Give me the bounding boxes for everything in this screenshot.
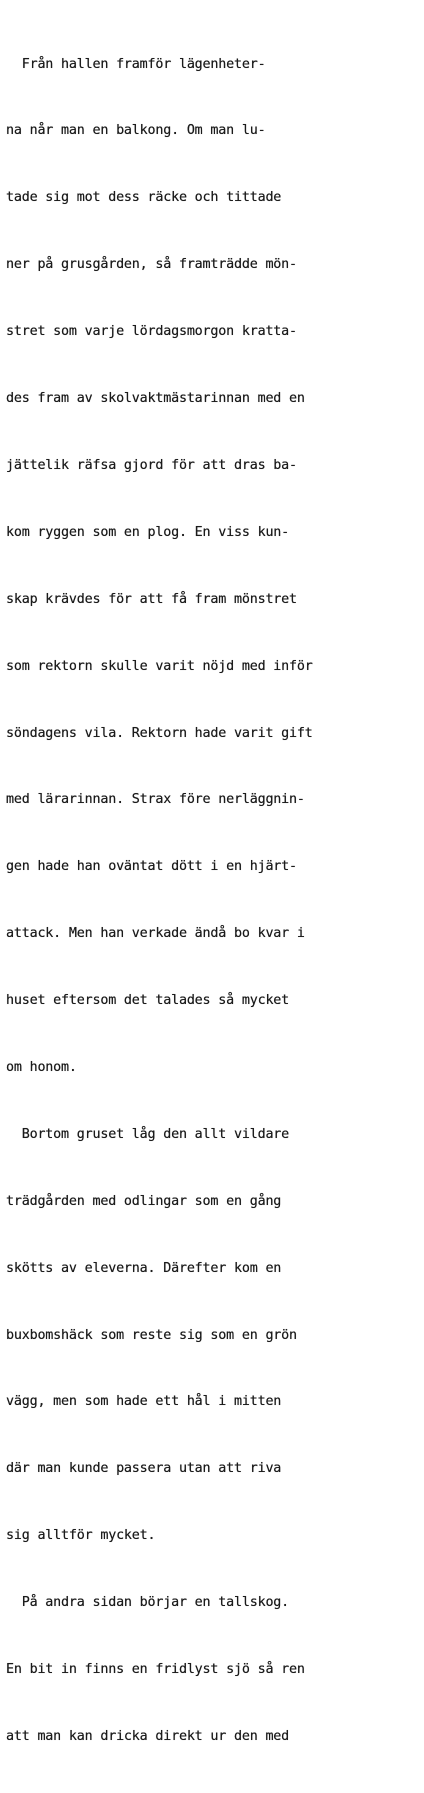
text-line: vägg, men som hade ett hål i mitten: [6, 1394, 282, 1410]
text-line: des fram av skolvaktmästarinnan med en: [6, 391, 305, 407]
text-line: om honom.: [6, 1059, 77, 1075]
text-line: trädgården med odlingar som en gång: [6, 1193, 282, 1209]
text-line: Från hallen framför lägenheter-: [6, 56, 266, 72]
text-line: där man kunde passera utan att riva: [6, 1461, 282, 1477]
text-line: gen hade han oväntat dött i en hjärt-: [6, 859, 297, 875]
text-line: kom ryggen som en plog. En viss kun-: [6, 524, 290, 540]
text-line: stret som varje lördagsmorgon kratta-: [6, 324, 297, 340]
text-line: skap krävdes för att få fram mönstret: [6, 591, 297, 607]
text-line: huset eftersom det talades så mycket: [6, 993, 290, 1009]
text-line: Bortom gruset låg den allt vildare: [6, 1126, 290, 1142]
text-line: skötts av eleverna. Därefter kom en: [6, 1260, 282, 1276]
text-line: En bit in finns en fridlyst sjö så ren: [6, 1661, 305, 1677]
text-line: sig alltför mycket.: [6, 1528, 156, 1544]
text-line: som rektorn skulle varit nöjd med inför: [6, 658, 313, 674]
typewritten-text: [6, 9, 313, 1793]
text-line: På andra sidan börjar en tallskog.: [6, 1595, 290, 1611]
text-line: attack. Men han verkade ändå bo kvar i: [6, 926, 305, 942]
text-line: jättelik räfsa gjord för att dras ba-: [6, 457, 297, 473]
text-line: söndagens vila. Rektorn hade varit gift: [6, 725, 313, 741]
text-line: med lärarinnan. Strax före nerläggnin-: [6, 792, 305, 808]
text-line: tade sig mot dess räcke och tittade: [6, 190, 282, 206]
text-line: buxbomshäck som reste sig som en grön: [6, 1327, 297, 1343]
text-line: na når man en balkong. Om man lu-: [6, 123, 266, 139]
text-line: ner på grusgården, så framträdde mön-: [6, 257, 297, 273]
text-line: att man kan dricka direkt ur den med: [6, 1728, 290, 1744]
